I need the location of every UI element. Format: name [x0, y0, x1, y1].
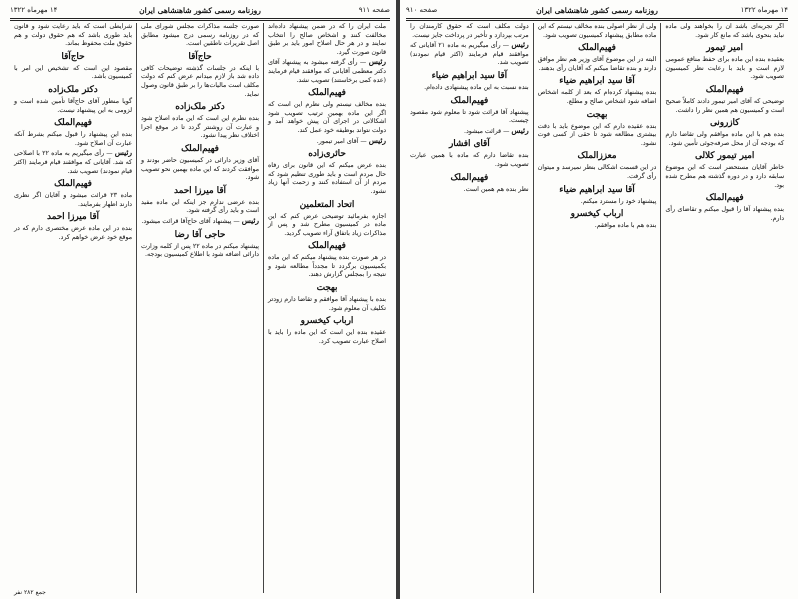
- speaker-heading: فهیم‌الملک: [450, 172, 489, 183]
- text-paragraph: بنده عرضی ندارم جز اینکه این ماده مفید است و باید رأی گرفته شود.: [141, 198, 259, 215]
- speaker-heading: فهیم‌الملک: [450, 95, 489, 106]
- text-paragraph: ملت ایران را که در ضمن پیشنهاد داده‌اند مخالفت کنند و اشخاص صالح را انتخاب نمایند و در هر حال اصلاح امور باید بر طبق قانون صورت گیرد.: [268, 23, 386, 56]
- text-paragraph: آقای وزیر دارائی در کمیسیون حاضر بودند و موافقت کردند که این ماده بهمین نحو تصویب شود.: [141, 156, 259, 182]
- text-paragraph: بنده در این ماده عرض مختصری دارم که در موقع خود عرض خواهم کرد.: [14, 225, 132, 241]
- text-paragraph: پیشنهاد خود را مسترد میکنم.: [580, 197, 657, 205]
- text-paragraph: بنده نسبت به این ماده پیشنهادی داده‌ام.: [424, 83, 529, 91]
- header-rule: [10, 18, 390, 21]
- text-paragraph: بعقیده بنده این ماده برای حفظ منافع عمومی لازم است و باید با رعایت نظر کمیسیون تصویب شود.: [665, 56, 784, 81]
- text-paragraph: مقصود این است که تشخیص این امر با کمیسیون باشد.: [14, 64, 132, 81]
- text-paragraph: پیشنهاد میکنم در ماده ۲۲ پس از کلمه وزارت دارائی اضافه شود با اطلاع کمیسیون بودجه.: [141, 242, 259, 259]
- issue-date: ۱۴ مهرماه ۱۳۲۲: [10, 6, 58, 14]
- text-paragraph: عقیده بنده این است که این ماده را باید با اصلاح عبارت تصویب کرد.: [268, 329, 386, 345]
- speaker-heading: آقای افشار: [448, 139, 490, 150]
- text-paragraph: بنده هم با ماده موافقم.: [594, 222, 657, 230]
- speaker-name: رئیس: [241, 215, 259, 225]
- speech-text: آقای امیر تیمور.: [316, 137, 359, 145]
- page-number: صفحه ۹۱۱: [358, 6, 390, 14]
- newspaper-title: روزنامه رسمی کشور شاهنشاهی ایران: [536, 6, 658, 15]
- speaker-heading: حاج‌آقا: [188, 51, 212, 62]
- speaker-heading: امیر تیمور کلالی: [695, 151, 755, 162]
- speaker-heading: فهیم‌الملک: [308, 241, 346, 252]
- speaker-heading: اتحاد المتعلمین: [299, 199, 355, 210]
- text-column: [10, 23, 136, 593]
- speaker-heading: آقا سید ابراهیم ضیاء: [431, 70, 508, 81]
- speaker-separator: —: [500, 42, 512, 50]
- speaker-name: رئیس: [114, 148, 132, 158]
- speaker-heading: ارباب کیخسرو: [570, 209, 624, 220]
- speaker-heading: آقا میرزا احمد: [174, 185, 226, 196]
- text-column: [406, 23, 533, 593]
- text-paragraph: نظر بنده هم همین است.: [463, 185, 529, 193]
- text-paragraph: خاطر آقایان مستحضر است که این موضوع سابقه دارد و در دوره گذشته هم مطرح شده بود.: [665, 164, 784, 189]
- page-header: [406, 4, 788, 17]
- text-paragraph: گویا منظور آقای حاج‌آقا تأمین شده است و لزومی به این پیشنهاد نیست.: [14, 97, 132, 114]
- speaker-heading: کازرونی: [709, 118, 740, 129]
- text-paragraph: بنده عقیده دارم که این موضوع باید با دقت بیشتری مطالعه شود تا حقی از کسی فوت نشود.: [537, 122, 657, 147]
- speaker-separator: —: [501, 127, 512, 135]
- speaker-heading: فهیم‌الملک: [181, 143, 219, 154]
- column-group: [406, 23, 788, 593]
- speaker-heading: آقا سید ابراهیم ضیاء: [559, 184, 635, 195]
- page-footnote: جمع ۲۸۲ نفر: [14, 589, 46, 596]
- text-paragraph: دولت مکلف است که حقوق کارمندان را مرتب بپردازد و تأخیر در پرداخت جایز نیست.: [409, 23, 529, 39]
- text-paragraph: پیشنهاد آقا قرائت شود تا معلوم شود مقصود چیست.: [409, 108, 529, 125]
- speech-paragraph: [268, 58, 386, 85]
- speaker-separator: —: [104, 150, 115, 158]
- speech-text: پیشنهاد آقای حاج‌آقا قرائت میشود.: [141, 217, 232, 225]
- text-paragraph: بنده با پیشنهاد آقا موافقم و تقاضا دارم زودتر تکلیف آن معلوم شود.: [268, 296, 386, 312]
- newspaper-title: روزنامه رسمی کشور شاهنشاهی ایران: [139, 6, 261, 15]
- text-column: [660, 23, 788, 593]
- speaker-heading: فهیم‌الملک: [705, 193, 744, 204]
- text-paragraph: شرایطی است که باید رعایت شود و قانون باید طوری باشد که هم حقوق دولت و هم حقوق ملت محفوظ بماند.: [14, 23, 132, 48]
- text-paragraph: ولی از نظر اصولی بنده مخالف نیستم که این ماده مطابق پیشنهاد کمیسیون تصویب شود.: [537, 23, 657, 39]
- text-column: [136, 23, 263, 593]
- speech-text: رأی میگیریم به ماده ۲۲ با اصلاحی که شد. آقایانی که موافقند قیام فرمایند (اکثر قیام نمودند) تصویب شد.: [14, 150, 132, 175]
- text-paragraph: بنده این پیشنهاد را قبول میکنم بشرط آنکه عبارت آن اصلاح شود.: [14, 131, 132, 147]
- speaker-heading: حاج‌آقا: [61, 51, 85, 62]
- column-group: [10, 23, 390, 593]
- speaker-name: رئیس: [511, 40, 529, 50]
- speaker-heading: حائری‌زاده: [308, 149, 346, 160]
- speaker-heading: فهیم‌الملک: [54, 179, 92, 190]
- speaker-separator: —: [231, 217, 242, 225]
- text-paragraph: بنده هم با این ماده موافقم ولی تقاضا دارم که بودجه آن از محل صرفه‌جوئی تأمین شود.: [665, 131, 784, 147]
- text-paragraph: بنده نظرم این است که این ماده اصلاح شود و عبارت آن روشنتر گردد تا در موقع اجرا اختلاف نظر پیدا نشود.: [141, 115, 259, 140]
- text-column: [263, 23, 390, 593]
- speaker-separator: —: [358, 137, 369, 145]
- speech-text: رأی میگیریم به ماده ۲۱ آقایانی که موافقند قیام فرمایند (اکثر قیام نمودند) تصویب شد.: [409, 42, 529, 67]
- speech-paragraph: [141, 217, 259, 227]
- text-column: [533, 23, 661, 593]
- text-paragraph: با اینکه در جلسات گذشته توضیحات کافی داده شد باز لازم میدانم عرض کنم که دولت مکلف است مالیات‌ها را بر طبق قانون وصول نماید.: [141, 64, 259, 98]
- speaker-heading: دکتر ملک‌زاده: [175, 102, 225, 113]
- speech-paragraph: [14, 149, 132, 176]
- speaker-heading: فهیم‌الملک: [54, 118, 92, 129]
- speaker-heading: دکتر ملک‌زاده: [48, 84, 98, 95]
- text-paragraph: در این قسمت اشکالی بنظر نمیرسد و میتوان رأی گرفت.: [537, 164, 657, 180]
- speaker-name: رئیس: [511, 125, 529, 135]
- text-paragraph: البته در این موضوع آقای وزیر هم نظر موافق دارند و بنده تقاضا میکنم که آقایان رأی بدهند.: [537, 56, 657, 72]
- speaker-heading: حاجی آقا رضا: [174, 229, 226, 240]
- right-page: [400, 0, 794, 599]
- text-paragraph: بنده پیشنهاد کرده‌ام که بعد از کلمه اشخاص اضافه شود اشخاص صالح و مطلع.: [537, 89, 657, 105]
- speaker-name: رئیس: [368, 57, 386, 67]
- issue-date: ۱۴ مهرماه ۱۳۲۲: [740, 6, 788, 14]
- text-paragraph: ماده ۲۳ قرائت میشود و آقایان اگر نظری دارند اظهار بفرمایند.: [14, 192, 132, 208]
- speaker-heading: فهیم‌الملک: [705, 84, 744, 95]
- text-paragraph: بنده مخالف نیستم ولی نظرم این است که اگر این ماده بهمین ترتیب تصویب شود اشکالاتی در اجرای آن پیش خواهد آمد و دولت نتواند بوظیفه خود عمل کند.: [268, 101, 386, 134]
- speaker-heading: فهیم‌الملک: [308, 88, 346, 99]
- speaker-heading: امیر تیمور: [706, 43, 744, 54]
- speaker-heading: آقا سید ابراهیم ضیاء: [559, 76, 635, 87]
- text-paragraph: بنده پیشنهاد آقا را قبول میکنم و تقاضای رأی دارم.: [665, 206, 784, 222]
- text-paragraph: اجازه بفرمائید توضیحی عرض کنم که این ماده در کمیسیون مطرح شد و پس از مذاکرات زیاد باتفاق آراء تصویب گردید.: [268, 212, 386, 237]
- speaker-heading: آقا میرزا احمد: [47, 212, 99, 223]
- speech-text: قرائت میشود.: [463, 127, 502, 135]
- header-rule: [406, 18, 788, 21]
- speech-paragraph: [268, 137, 386, 147]
- speaker-heading: معزز‌الملک: [577, 151, 617, 162]
- left-page: [4, 0, 396, 599]
- speaker-name: رئیس: [368, 135, 386, 145]
- speaker-separator: —: [357, 59, 369, 67]
- text-paragraph: اگر تجربه‌ای باشد آن را بخواهند ولی ماده نباید بنحوی باشد که مانع کار شود.: [665, 23, 784, 39]
- speaker-heading: بهجت: [586, 109, 608, 120]
- speech-paragraph: [410, 41, 529, 68]
- text-paragraph: بنده تقاضا دارم که ماده با همین عبارت تصویب شود.: [409, 152, 529, 168]
- speaker-heading: بهجت: [316, 283, 338, 294]
- page-header: [10, 4, 390, 17]
- speech-text: رأی گرفته میشود به پیشنهاد آقای دکتر معظمی آقایانی که موافقند قیام فرمایند (عده کمی برخاستند) تصویب نشد.: [268, 59, 386, 84]
- text-paragraph: در هر صورت بنده پیشنهاد میکنم که این ماده بکمیسیون برگردد تا مجدداً مطالعه شود و نتیجه را بمجلس گزارش دهند.: [268, 254, 386, 279]
- speaker-heading: فهیم‌الملک: [578, 43, 616, 54]
- page-number: صفحه ۹۱۰: [406, 6, 438, 14]
- speech-paragraph: [410, 127, 529, 137]
- speaker-heading: ارباب کیخسرو: [300, 316, 354, 327]
- text-paragraph: توضیحی که آقای امیر تیمور دادند کاملاً صحیح است و کمیسیون هم همین نظر را داشت.: [665, 97, 784, 114]
- text-paragraph: بنده عرض میکنم که این قانون برای رفاه حال مردم است و باید طوری تنظیم شود که مردم از آن استفاده کنند و زحمت آنها زیاد نشود.: [268, 162, 386, 195]
- text-paragraph: صورت جلسه مذاکرات مجلس شورای ملی که در روزنامه رسمی درج میشود مطابق اصل تقریرات ناطقین است.: [141, 23, 259, 48]
